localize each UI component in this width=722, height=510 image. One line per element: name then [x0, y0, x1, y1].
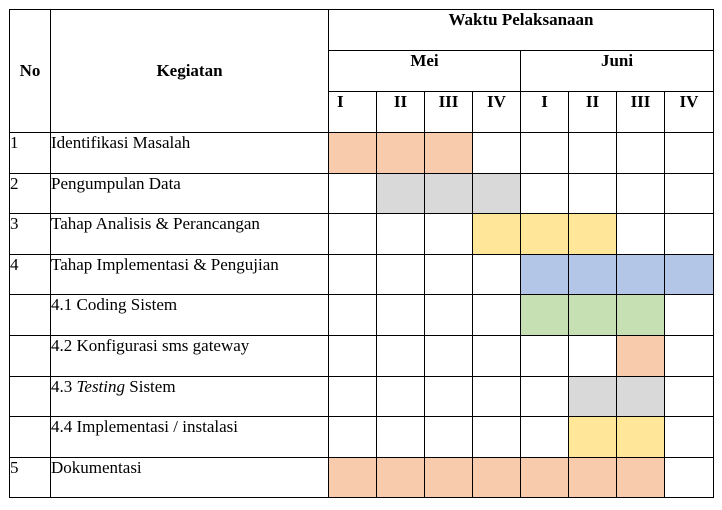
schedule-cell: [521, 335, 569, 376]
row-number: 1: [10, 133, 51, 174]
schedule-cell: [665, 173, 714, 214]
schedule-cell: [329, 376, 377, 417]
schedule-cell: [665, 295, 714, 336]
header-week: II: [569, 92, 617, 133]
table-row: [10, 376, 714, 417]
schedule-cell: [569, 295, 617, 336]
schedule-cell: [329, 457, 377, 498]
header-week: I: [521, 92, 569, 133]
schedule-cell: [473, 376, 521, 417]
table-row: [10, 457, 714, 498]
schedule-cell: [521, 214, 569, 255]
schedule-cell: [569, 335, 617, 376]
schedule-cell: [473, 457, 521, 498]
schedule-cell: [617, 173, 665, 214]
schedule-cell: [377, 457, 425, 498]
row-number: [10, 295, 51, 336]
schedule-cell: [329, 295, 377, 336]
row-number: 2: [10, 173, 51, 214]
schedule-cell: [569, 254, 617, 295]
header-no: No: [10, 10, 51, 133]
header-week: IV: [665, 92, 714, 133]
schedule-cell: [617, 457, 665, 498]
row-number: 3: [10, 214, 51, 255]
schedule-cell: [377, 214, 425, 255]
schedule-cell: [665, 335, 714, 376]
schedule-cell: [665, 376, 714, 417]
schedule-cell: [377, 295, 425, 336]
schedule-cell: [473, 173, 521, 214]
schedule-cell: [617, 295, 665, 336]
schedule-cell: [569, 457, 617, 498]
schedule-cell: [425, 335, 473, 376]
schedule-cell: [617, 214, 665, 255]
header-month-juni: Juni: [521, 51, 714, 92]
schedule-cell: [473, 417, 521, 458]
schedule-cell: [665, 254, 714, 295]
header-week: III: [425, 92, 473, 133]
schedule-cell: [377, 133, 425, 174]
activity-name: [51, 173, 329, 214]
schedule-cell: [569, 133, 617, 174]
activity-label: Pengumpulan Data: [51, 173, 181, 193]
activity-label: 4.1 Coding Sistem: [51, 295, 178, 315]
header-week: I: [329, 92, 377, 133]
row-number: [10, 335, 51, 376]
schedule-cell: [473, 214, 521, 255]
schedule-cell: [569, 214, 617, 255]
schedule-cell: [377, 173, 425, 214]
schedule-cell: [425, 133, 473, 174]
schedule-cell: [377, 417, 425, 458]
schedule-cell: [665, 457, 714, 498]
table-row: [10, 417, 714, 458]
schedule-cell: [521, 295, 569, 336]
schedule-cell: [665, 417, 714, 458]
schedule-cell: [521, 173, 569, 214]
activity-label: 4.3: [51, 376, 77, 396]
activity-label: 4.4 Implementasi / instalasi: [51, 417, 238, 437]
table-row: [10, 335, 714, 376]
schedule-cell: [425, 457, 473, 498]
activity-name: [51, 376, 329, 417]
activity-label: Dokumentasi: [51, 457, 142, 477]
row-number: 5: [10, 457, 51, 498]
header-week: II: [377, 92, 425, 133]
activity-name: [51, 417, 329, 458]
schedule-cell: [473, 133, 521, 174]
schedule-cell: [329, 214, 377, 255]
activity-label-italic: Testing: [76, 376, 126, 396]
schedule-cell: [665, 133, 714, 174]
activity-label: 4.2 Konfigurasi sms gateway: [51, 335, 250, 355]
schedule-cell: [569, 376, 617, 417]
schedule-cell: [473, 254, 521, 295]
schedule-cell: [617, 335, 665, 376]
row-number: 4: [10, 254, 51, 295]
row-number: [10, 417, 51, 458]
activity-name: [51, 133, 329, 174]
schedule-cell: [473, 295, 521, 336]
activity-name: [51, 214, 329, 255]
header-week: III: [617, 92, 665, 133]
schedule-cell: [617, 254, 665, 295]
schedule-cell: [329, 133, 377, 174]
table-row: [10, 295, 714, 336]
activity-label: Tahap Analisis & Perancangan: [51, 214, 260, 234]
schedule-cell: [425, 295, 473, 336]
activity-name: [51, 457, 329, 498]
schedule-cell: [329, 254, 377, 295]
schedule-cell: [569, 173, 617, 214]
schedule-cell: [329, 417, 377, 458]
schedule-cell: [521, 376, 569, 417]
schedule-cell: [377, 254, 425, 295]
table-row: [10, 173, 714, 214]
table-row: [10, 254, 714, 295]
schedule-cell: [521, 417, 569, 458]
activity-name: [51, 295, 329, 336]
activity-name: [51, 335, 329, 376]
schedule-cell: [521, 133, 569, 174]
schedule-cell: [425, 173, 473, 214]
schedule-cell: [425, 417, 473, 458]
schedule-cell: [617, 417, 665, 458]
header-week: IV: [473, 92, 521, 133]
activity-name: [51, 254, 329, 295]
header-month-mei: Mei: [329, 51, 521, 92]
schedule-cell: [329, 173, 377, 214]
schedule-cell: [425, 376, 473, 417]
schedule-cell: [377, 376, 425, 417]
schedule-cell: [521, 457, 569, 498]
schedule-cell: [329, 335, 377, 376]
table-row: [10, 133, 714, 174]
activity-label: Tahap Implementasi & Pengujian: [51, 254, 279, 274]
row-number: [10, 376, 51, 417]
schedule-table: [9, 9, 714, 498]
schedule-cell: [617, 376, 665, 417]
activity-label-rest: Sistem: [125, 376, 176, 396]
header-kegiatan: Kegiatan: [51, 10, 329, 133]
table-row: [10, 214, 714, 255]
schedule-cell: [569, 417, 617, 458]
schedule-cell: [425, 254, 473, 295]
header-waktu-pelaksanaan: Waktu Pelaksanaan: [329, 10, 714, 51]
schedule-cell: [521, 254, 569, 295]
schedule-cell: [473, 335, 521, 376]
schedule-cell: [665, 214, 714, 255]
activity-label: Identifikasi Masalah: [51, 133, 191, 152]
schedule-cell: [617, 133, 665, 174]
schedule-cell: [377, 335, 425, 376]
schedule-cell: [425, 214, 473, 255]
